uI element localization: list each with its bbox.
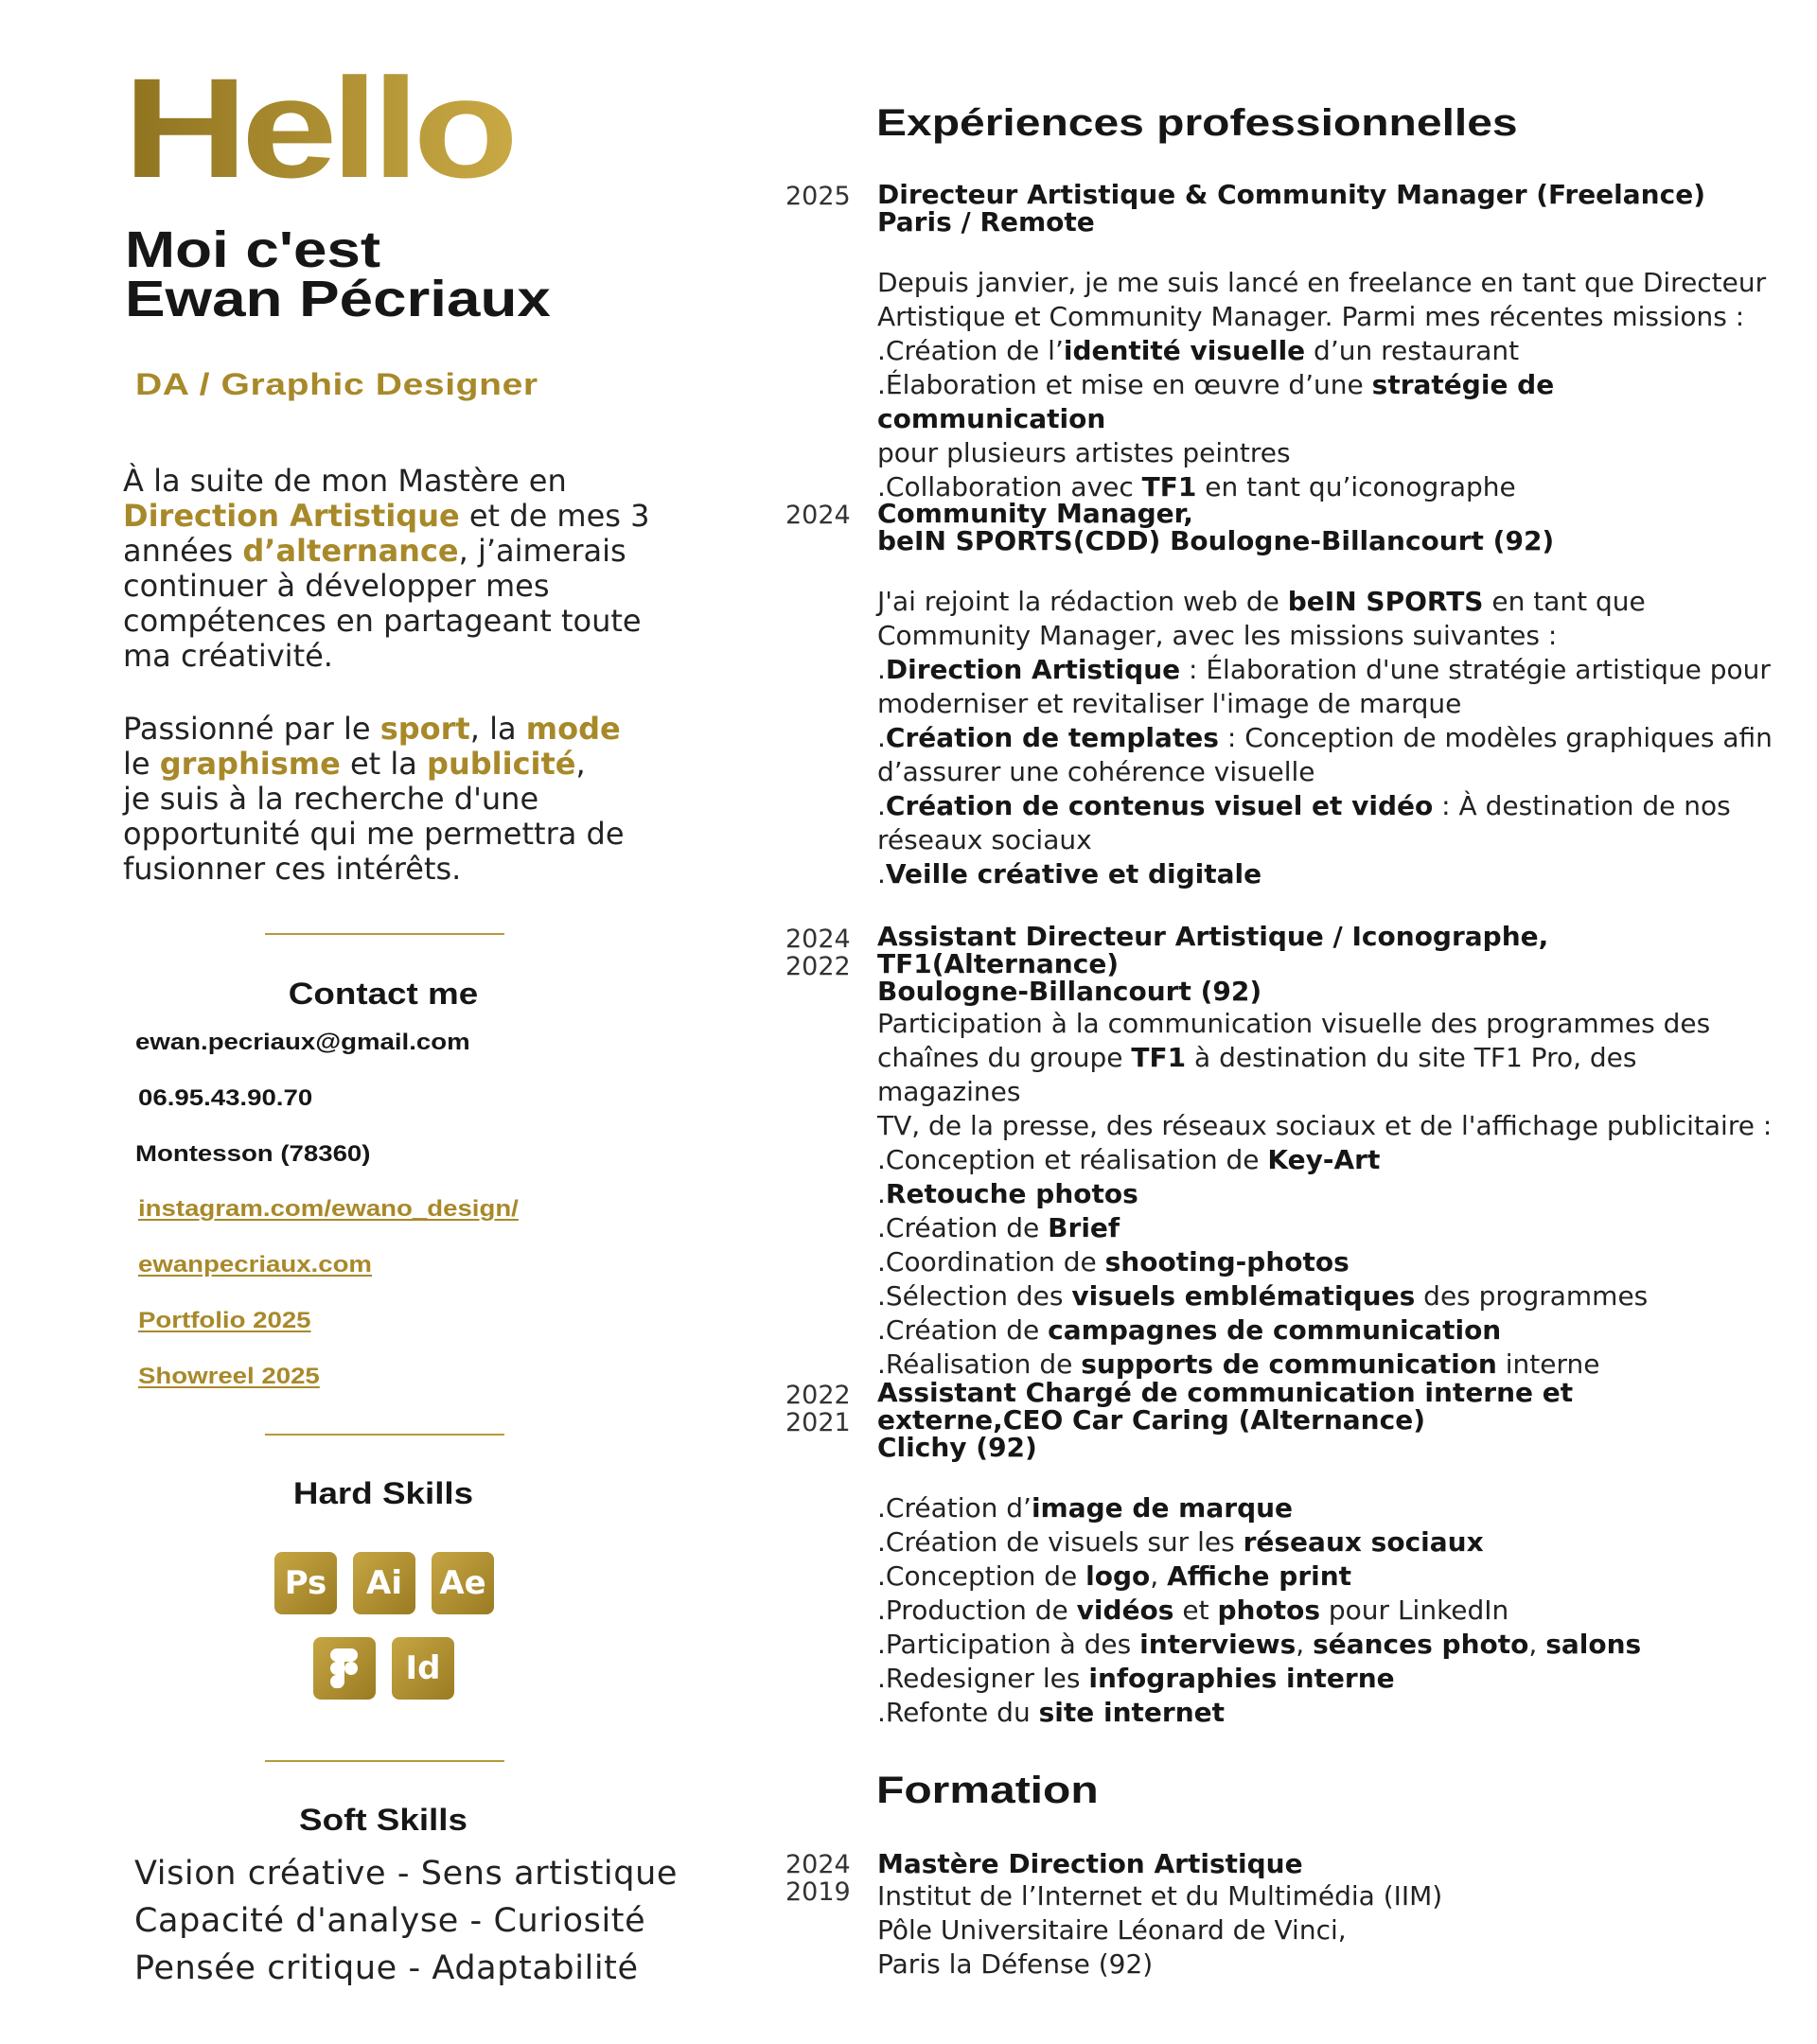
soft-skills-list: [134, 1850, 678, 1992]
year-line: 2019: [785, 1877, 851, 1907]
education-year: [785, 1851, 851, 1906]
job-year: [785, 925, 851, 980]
soft-skill-line: Vision créative - Sens artistique: [134, 1855, 678, 1893]
divider: [265, 1434, 504, 1436]
description-highlight: logo: [1085, 1560, 1151, 1592]
bio-text: ,: [575, 746, 586, 782]
school-line: Institut de l’Internet et du Multimédia (IIM): [877, 1880, 1443, 1912]
description-highlight: Affiche print: [1167, 1560, 1352, 1592]
description-text: et: [1173, 1595, 1218, 1626]
description-line: [877, 653, 1786, 687]
description-text: interne: [1496, 1348, 1600, 1380]
description-line: [877, 619, 1786, 653]
description-text: .Création de l’: [877, 335, 1064, 366]
contact-phone: 06.95.43.90.70: [138, 1085, 313, 1111]
description-text: réseaux sociaux: [877, 824, 1092, 855]
description-line: [877, 1041, 1786, 1109]
description-highlight: image de marque: [1031, 1492, 1294, 1524]
description-line: [877, 334, 1786, 368]
soft-skill-line: Capacité d'analyse - Curiosité: [134, 1902, 646, 1940]
full-name: [125, 271, 551, 327]
description-text: d’un restaurant: [1305, 335, 1520, 366]
description-text: .Participation à des: [877, 1629, 1140, 1660]
description-line: [877, 300, 1786, 334]
degree-title: Mastère Direction Artistique: [877, 1848, 1303, 1879]
description-text: .Création de: [877, 1212, 1049, 1243]
description-text: : Élaboration d'une stratégie artistique pour: [1180, 654, 1771, 685]
soft-skills-title: Soft Skills: [299, 1803, 467, 1837]
description-text: ,: [1296, 1629, 1314, 1660]
bio-text: , j’aimerais continuer à développer mes compétences en partageant toute ma créativité.: [123, 533, 642, 674]
job-title: [877, 923, 1786, 1005]
description-line: [877, 1525, 1786, 1559]
description-highlight: Key-Art: [1267, 1144, 1381, 1175]
job-description: [877, 585, 1786, 891]
description-highlight: stratégie de communication: [877, 369, 1555, 434]
description-text: .: [877, 1178, 886, 1209]
description-text: Participation à la communication visuelle des programmes des: [877, 1008, 1711, 1039]
year-line: 2022: [785, 952, 851, 981]
description-line: [877, 368, 1786, 436]
description-text: .Création d’: [877, 1492, 1032, 1524]
description-line: [877, 436, 1786, 470]
description-text: .Élaboration et mise en œuvre d’une: [877, 369, 1372, 400]
job-title: [877, 1379, 1786, 1461]
description-highlight: Création de contenus visuel et vidéo: [885, 790, 1434, 821]
job-description: [877, 1007, 1786, 1382]
bio-highlight: publicité: [427, 746, 576, 782]
description-text: pour plusieurs artistes peintres: [877, 437, 1291, 468]
job-title-line: Directeur Artistique & Community Manager (Freelance): [877, 179, 1705, 210]
year-line: 2024: [785, 1850, 851, 1879]
description-highlight: infographies interne: [1088, 1663, 1395, 1694]
job-title-line: Clichy (92): [877, 1432, 1037, 1463]
description-text: à destination du site TF1 Pro, des magazines: [877, 1042, 1637, 1107]
description-highlight: identité visuelle: [1063, 335, 1306, 366]
description-line: [877, 1177, 1786, 1211]
year-line: 2022: [785, 1381, 851, 1410]
year-line: 2021: [785, 1408, 851, 1437]
showreel-link[interactable]: Showreel 2025: [138, 1364, 320, 1389]
description-highlight: Création de templates: [885, 722, 1219, 753]
description-highlight: Retouche photos: [885, 1178, 1138, 1209]
description-text: .Création de: [877, 1314, 1049, 1346]
description-text: .Production de: [877, 1595, 1077, 1626]
job-title-line: Assistant Directeur Artistique / Iconographe, TF1(Alternance): [877, 921, 1549, 979]
description-highlight: beIN SPORTS: [1287, 586, 1484, 617]
description-line: [877, 1491, 1786, 1525]
description-text: pour LinkedIn: [1319, 1595, 1509, 1626]
description-text: TV, de la presse, des réseaux sociaux et de l'affichage publicitaire :: [877, 1110, 1773, 1141]
bio-text: le: [123, 746, 160, 782]
description-line: [877, 1594, 1786, 1628]
description-text: ,: [1150, 1560, 1168, 1592]
last-name: Pécriaux: [299, 271, 551, 327]
description-text: : Conception de modèles graphiques afin: [1218, 722, 1773, 753]
photoshop-icon: Ps: [274, 1552, 337, 1614]
description-line: [877, 823, 1786, 857]
job-title-line: externe,CEO Car Caring (Alternance): [877, 1404, 1425, 1436]
description-line: [877, 1211, 1786, 1245]
description-line: [877, 266, 1786, 300]
description-highlight: photos: [1217, 1595, 1320, 1626]
description-line: [877, 1559, 1786, 1594]
description-highlight: TF1: [1141, 471, 1197, 502]
job-title-line: Boulogne-Billancourt (92): [877, 976, 1262, 1007]
year-line: 2024: [785, 925, 851, 954]
description-text: moderniser et revitaliser l'image de marque: [877, 688, 1462, 719]
description-highlight: réseaux sociaux: [1243, 1526, 1484, 1558]
hello-heading: Hello: [123, 48, 512, 207]
school-info: [877, 1879, 1786, 1982]
job-year: 2024: [785, 501, 851, 530]
description-text: .Conception de: [877, 1560, 1086, 1592]
description-text: en tant que: [1483, 586, 1646, 617]
after-effects-icon: Ae: [432, 1552, 494, 1614]
description-text: Depuis janvier, je me suis lancé en freelance en tant que Directeur: [877, 267, 1767, 298]
bio-highlight: d’alternance: [242, 533, 459, 569]
bio-text: , la: [469, 711, 526, 747]
bio-text: À la suite de mon Mastère en: [123, 463, 567, 499]
contact-email[interactable]: ewan.pecriaux@gmail.com: [135, 1030, 470, 1055]
first-name: Ewan: [125, 271, 300, 327]
school-line: Pôle Universitaire Léonard de Vinci,: [877, 1914, 1347, 1946]
job-description: [877, 266, 1786, 504]
job-year: 2025: [785, 182, 851, 211]
description-text: .: [877, 858, 886, 890]
soft-skill-line: Pensée critique - Adaptabilité: [134, 1949, 639, 1987]
bio-text: et de mes 3 années: [123, 498, 650, 569]
bio-highlight: graphisme: [159, 746, 341, 782]
description-text: .Collaboration avec: [877, 471, 1142, 502]
description-line: [877, 1313, 1786, 1348]
job-title: [877, 181, 1786, 236]
description-highlight: séances photo: [1313, 1629, 1529, 1660]
description-text: .: [877, 790, 886, 821]
portfolio-link[interactable]: Portfolio 2025: [138, 1308, 311, 1333]
experience-title: Expériences professionnelles: [876, 102, 1518, 144]
bio-highlight: mode: [525, 711, 621, 747]
description-line: [877, 857, 1786, 891]
description-text: : À destination de nos: [1433, 790, 1731, 821]
description-text: .Coordination de: [877, 1246, 1105, 1278]
divider: [265, 1760, 504, 1762]
description-line: [877, 1696, 1786, 1730]
job-title: [877, 500, 1786, 555]
contact-location: Montesson (78360): [135, 1141, 371, 1167]
school-line: Paris la Défense (92): [877, 1948, 1154, 1980]
description-line: [877, 1245, 1786, 1279]
job-title-line: Assistant Chargé de communication interne et: [877, 1377, 1574, 1408]
hard-skills-title: Hard Skills: [292, 1476, 474, 1510]
description-highlight: campagnes de communication: [1048, 1314, 1502, 1346]
bio-text: Passionné par le: [123, 711, 380, 747]
description-text: .: [877, 722, 886, 753]
bio-highlight: Direction Artistique: [123, 498, 460, 534]
description-text: .Refonte du: [877, 1697, 1039, 1728]
job-title-line: Paris / Remote: [877, 206, 1095, 238]
job-role: DA / Graphic Designer: [135, 367, 538, 401]
description-text: .Réalisation de: [877, 1348, 1082, 1380]
description-highlight: supports de communication: [1081, 1348, 1497, 1380]
description-line: [877, 1007, 1786, 1041]
divider: [265, 933, 504, 935]
description-text: en tant qu’iconographe: [1196, 471, 1516, 502]
description-line: [877, 1662, 1786, 1696]
description-highlight: TF1: [1131, 1042, 1187, 1073]
bio-paragraph-1: [123, 464, 681, 674]
education-title: Formation: [876, 1770, 1099, 1811]
description-text: d’assurer une cohérence visuelle: [877, 756, 1315, 787]
bio-paragraph-2: [123, 712, 681, 887]
description-text: des programmes: [1415, 1280, 1649, 1312]
description-text: .Création de visuels sur les: [877, 1526, 1244, 1558]
description-line: [877, 1279, 1786, 1313]
description-text: .Conception et réalisation de: [877, 1144, 1268, 1175]
figma-icon: [313, 1637, 376, 1700]
intro-line: Moi c'est: [125, 221, 381, 278]
description-highlight: salons: [1545, 1629, 1642, 1660]
description-text: .Redesigner les: [877, 1663, 1089, 1694]
name-intro: [125, 221, 551, 327]
description-highlight: vidéos: [1076, 1595, 1174, 1626]
description-line: [877, 789, 1786, 823]
contact-title: Contact me: [288, 977, 479, 1011]
figma-logo: [330, 1648, 359, 1688]
description-highlight: visuels emblématiques: [1071, 1280, 1416, 1312]
bio-highlight: sport: [379, 711, 470, 747]
description-text: chaînes du groupe: [877, 1042, 1132, 1073]
instagram-link[interactable]: instagram.com/ewano_design/: [138, 1196, 519, 1222]
bio-text: je suis à la recherche d'une opportunité qui me permettra de fusionner ces intérêts.: [123, 781, 625, 887]
job-title-line: beIN SPORTS(CDD) Boulogne-Billancourt (92): [877, 525, 1555, 556]
description-line: [877, 755, 1786, 789]
description-line: [877, 585, 1786, 619]
description-highlight: Brief: [1048, 1212, 1120, 1243]
description-text: .: [877, 654, 886, 685]
description-text: Artistique et Community Manager. Parmi mes récentes missions :: [877, 301, 1745, 332]
description-highlight: shooting-photos: [1104, 1246, 1350, 1278]
description-line: [877, 687, 1786, 721]
description-highlight: Direction Artistique: [885, 654, 1181, 685]
illustrator-icon: Ai: [353, 1552, 415, 1614]
description-line: [877, 1628, 1786, 1662]
description-line: [877, 1143, 1786, 1177]
description-text: ,: [1528, 1629, 1546, 1660]
description-highlight: site internet: [1038, 1697, 1226, 1728]
description-line: [877, 1109, 1786, 1143]
job-year: [785, 1382, 851, 1436]
description-text: Community Manager, avec les missions suivantes :: [877, 620, 1558, 651]
description-text: .Sélection des: [877, 1280, 1072, 1312]
job-title-line: Community Manager,: [877, 498, 1193, 529]
website-link[interactable]: ewanpecriaux.com: [138, 1252, 372, 1278]
description-highlight: interviews: [1139, 1629, 1297, 1660]
bio-text: et la: [340, 746, 428, 782]
indesign-icon: Id: [392, 1637, 454, 1700]
description-line: [877, 721, 1786, 755]
description-highlight: Veille créative et digitale: [885, 858, 1262, 890]
job-description: [877, 1491, 1786, 1730]
description-text: J'ai rejoint la rédaction web de: [877, 586, 1288, 617]
